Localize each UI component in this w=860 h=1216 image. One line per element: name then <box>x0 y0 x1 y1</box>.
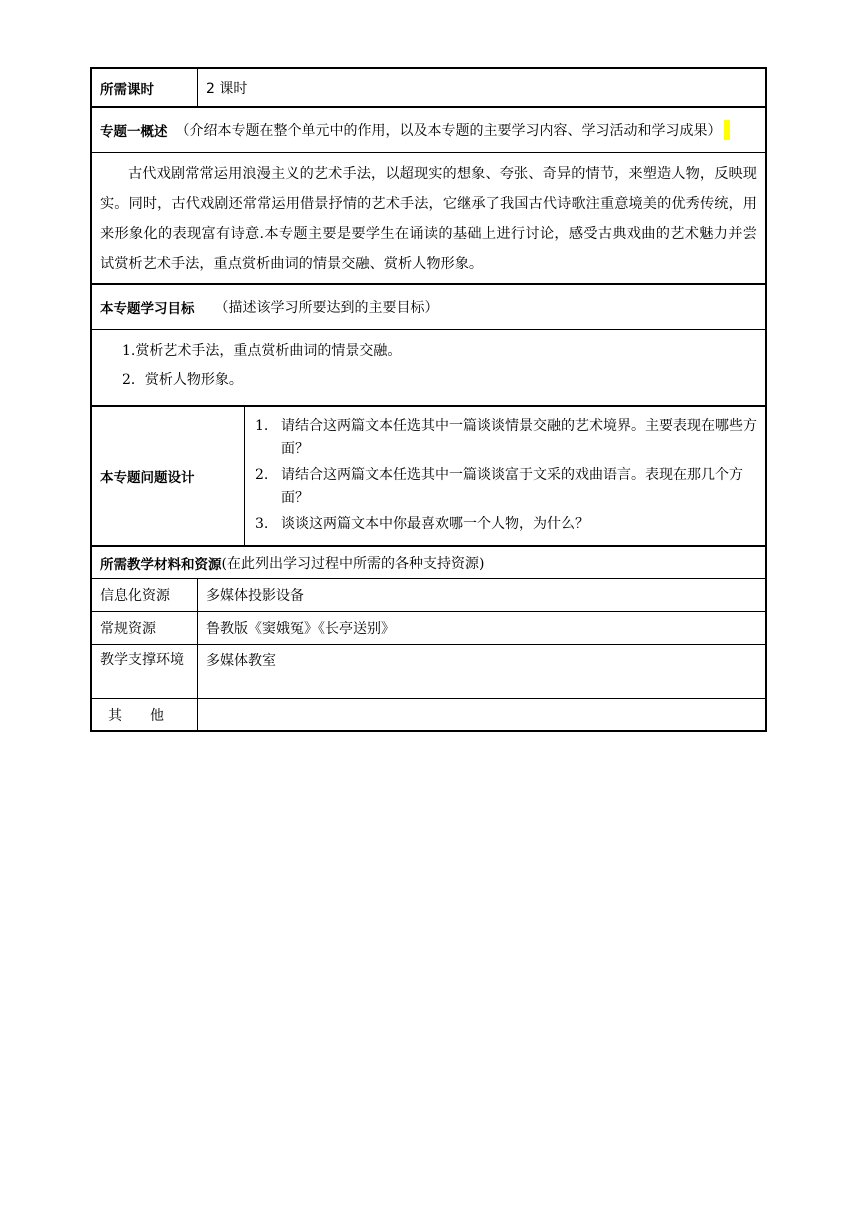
goals-list <box>92 338 765 393</box>
question-number: 1. <box>255 418 269 434</box>
question-text: 请结合这两篇文本任选其中一篇谈谈富于文采的戏曲语言。表现在那几个方面？ <box>281 467 743 506</box>
goals-label: 本专题学习目标 <box>100 301 195 317</box>
resource-row <box>92 579 765 612</box>
question-number: 3. <box>255 516 269 532</box>
overview-desc: （介绍本专题在整个单元中的作用，以及本专题的主要学习内容、学习活动和学习成果） <box>175 123 722 139</box>
resource-label: 常规资源 <box>92 612 198 644</box>
resources-desc: (在此列出学习过程中所需的各种支持资源) <box>221 555 485 572</box>
overview-header-row <box>92 108 765 153</box>
goals-body-row <box>92 330 765 407</box>
resource-value: 多媒体投影设备 <box>206 588 304 604</box>
resources-label: 所需教学材料和资源 <box>100 556 222 573</box>
overview-body-row <box>92 153 765 285</box>
resource-value: 多媒体教室 <box>206 653 276 669</box>
goals-header-row <box>92 285 765 330</box>
resource-row <box>92 699 765 730</box>
goal-item: 1.赏析艺术手法，重点赏析曲词的情景交融。 <box>122 343 402 359</box>
hours-row <box>92 69 765 108</box>
resource-row <box>92 645 765 699</box>
hours-value: 2 课时 <box>206 80 248 97</box>
hours-label: 所需课时 <box>92 69 198 106</box>
question-item <box>255 513 757 536</box>
resource-label: 信息化资源 <box>92 579 198 611</box>
questions-cell <box>245 407 765 545</box>
question-item <box>255 415 757 461</box>
goals-desc: （描述该学习所要达到的主要目标） <box>214 300 439 316</box>
question-text: 谈谈这两篇文本中你最喜欢哪一个人物，为什么？ <box>281 516 589 532</box>
resource-value: 鲁教版《窦娥冤》《长亭送别》 <box>206 621 395 637</box>
questions-label: 本专题问题设计 <box>92 407 245 545</box>
lesson-plan-table <box>90 67 767 732</box>
resources-header <box>92 547 765 578</box>
question-text: 请结合这两篇文本任选其中一篇谈谈情景交融的艺术境界。主要表现在哪些方面？ <box>281 418 757 457</box>
goal-item: 2．赏析人物形象。 <box>122 372 243 388</box>
overview-label: 专题一概述 <box>100 124 168 140</box>
resource-value <box>198 699 765 730</box>
overview-body: 古代戏剧常常运用浪漫主义的艺术手法，以超现实的想象、夸张、奇异的情节，来塑造人物，反映现实。同时，古代戏剧还常常运用借景抒情的艺术手法，它继承了我国古代诗歌注重意境美的优秀传统，用来形象化的表现富有诗意.本专题主要是要学生在诵读的基础上进行讨论，感受古典戏曲的艺术魅力并尝试赏析艺术手法，重点赏析曲词的情景交融、赏析人物形象。 <box>100 166 757 272</box>
questions-list <box>245 407 765 545</box>
resource-label: 其 他 <box>92 699 198 730</box>
goals-header <box>92 285 765 329</box>
highlight-marker <box>724 120 730 140</box>
question-number: 2. <box>255 467 269 483</box>
resource-label: 教学支撑环境 <box>92 645 198 698</box>
resource-row <box>92 612 765 645</box>
overview-header <box>92 108 765 152</box>
questions-row <box>92 407 765 547</box>
resources-header-row <box>92 547 765 579</box>
question-item <box>255 464 757 510</box>
